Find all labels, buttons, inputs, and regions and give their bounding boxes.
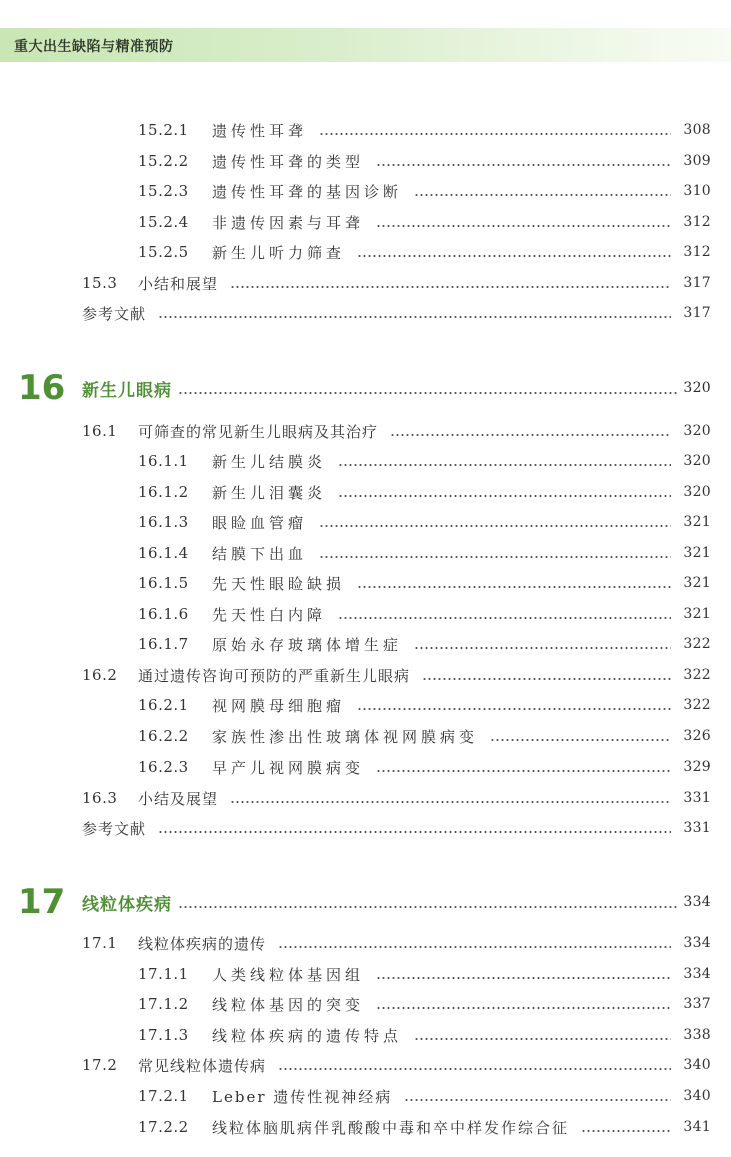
entry-number: 16.1.6 [138,605,189,623]
entry-title: 原始永存玻璃体增生症 [212,635,403,654]
leader-dots [158,316,671,318]
entry-title: 结膜下出血 [212,544,308,563]
entry-title: 遗传性耳聋的基因诊断 [212,182,403,201]
leader-dots [581,1130,671,1132]
toc-entry [82,419,711,443]
entry-title: 可筛查的常见新生儿眼病及其治疗 [138,422,379,441]
leader-dots [319,525,671,527]
entry-number: 16.2.2 [138,727,189,745]
book-title: 重大出生缺陷与精准预防 [14,39,174,55]
leader-dots [404,1099,671,1101]
entry-title: 线粒体疾病的遗传特点 [212,1026,403,1045]
leader-dots [178,906,677,908]
entry-title: 人类线粒体基因组 [212,965,365,984]
entry-title: Leber 遗传性视神经病 [212,1087,393,1106]
page-number: 340 [683,1088,711,1104]
chapter-number: 17 [18,882,66,922]
toc-entry [138,602,711,626]
leader-dots [390,434,671,436]
page-number: 334 [683,966,711,982]
toc-entry [82,271,711,295]
page-number: 322 [683,697,711,713]
entry-title: 新生儿泪囊炎 [212,483,327,502]
page-number: 321 [683,575,711,591]
entry-title: 线粒体脑肌病伴乳酸酸中毒和卒中样发作综合征 [212,1118,570,1137]
toc-entry [138,1084,711,1108]
leader-dots [230,286,671,288]
leader-dots [376,977,671,979]
leader-dots [376,1007,671,1009]
entry-number: 17.1.1 [138,965,189,983]
page-number: 331 [683,790,711,806]
entry-number: 17.1.2 [138,995,189,1013]
toc-entry [138,724,711,748]
entry-number: 16.1.4 [138,544,189,562]
toc-entry [138,179,711,203]
leader-dots [414,647,671,649]
toc-entry [138,632,711,656]
leader-dots [319,556,671,558]
entry-title: 先天性眼睑缺损 [212,574,346,593]
leader-dots [357,708,671,710]
toc-entry [138,992,711,1016]
entry-number: 16.1.5 [138,574,189,592]
page-number: 322 [683,667,711,683]
toc-entry [138,118,711,142]
entry-number: 15.2.4 [138,213,189,231]
page-number: 321 [683,514,711,530]
entry-number: 15.2.1 [138,121,189,139]
entry-number: 15.2.5 [138,243,189,261]
entry-number: 17.2 [82,1056,118,1074]
page-number: 317 [683,275,711,291]
toc-entry-references [82,816,711,840]
entry-title: 参考文献 [82,819,147,838]
leader-dots [414,1038,671,1040]
page-number: 331 [683,820,711,836]
leader-dots [338,464,671,466]
toc-entry [138,1115,711,1139]
entry-title: 眼睑血管瘤 [212,513,308,532]
page-number: 309 [683,153,711,169]
page-number: 308 [683,122,711,138]
chapter-number: 16 [18,368,66,408]
toc-entry [82,663,711,687]
entry-number: 17.2.2 [138,1118,189,1136]
toc-entry [82,931,711,955]
leader-dots [376,164,671,166]
entry-number: 17.1 [82,934,118,952]
chapter-title: 新生儿眼病 [82,380,172,401]
entry-title: 视网膜母细胞瘤 [212,696,346,715]
entry-number: 16.1.2 [138,483,189,501]
page-number: 334 [683,935,711,951]
entry-title: 早产儿视网膜病变 [212,758,365,777]
entry-title: 新生儿听力筛查 [212,243,346,262]
entry-number: 15.3 [82,274,118,292]
entry-number: 17.1.3 [138,1026,189,1044]
entry-title: 家族性渗出性玻璃体视网膜病变 [212,727,479,746]
leader-dots [376,770,671,772]
entry-title: 遗传性耳聋的类型 [212,152,365,171]
entry-title: 常见线粒体遗传病 [138,1056,267,1075]
leader-dots [490,739,671,741]
toc-entry [138,510,711,534]
toc-entry [138,449,711,473]
toc-entry [138,240,711,264]
page-number: 326 [683,728,711,744]
entry-number: 16.3 [82,789,118,807]
leader-dots [158,831,671,833]
toc-entry-references [82,301,711,325]
chapter-heading [18,368,711,408]
page-number: 320 [683,453,711,469]
toc-entry [138,693,711,717]
page-number: 338 [683,1027,711,1043]
entry-number: 15.2.3 [138,182,189,200]
leader-dots [278,946,671,948]
entry-number: 16.1.1 [138,452,189,470]
toc-entry [138,962,711,986]
entry-number: 17.2.1 [138,1087,189,1105]
toc-entry [138,149,711,173]
toc-entry [138,210,711,234]
entry-number: 15.2.2 [138,152,189,170]
page-number: 312 [683,244,711,260]
entry-title: 线粒体疾病的遗传 [138,934,267,953]
leader-dots [414,194,671,196]
toc-entry [82,1053,711,1077]
entry-number: 16.1.7 [138,635,189,653]
page-number: 310 [683,183,711,199]
toc-entry [138,571,711,595]
page-number: 312 [683,214,711,230]
entry-title: 小结及展望 [138,789,219,808]
entry-title: 新生儿结膜炎 [212,452,327,471]
page-number: 322 [683,636,711,652]
toc-entry [138,541,711,565]
page-number: 320 [683,380,711,396]
entry-title: 线粒体基因的突变 [212,995,365,1014]
leader-dots [338,617,671,619]
entry-title: 参考文献 [82,304,147,323]
leader-dots [338,495,671,497]
toc-entry [138,480,711,504]
leader-dots [319,133,671,135]
entry-title: 通过遗传咨询可预防的严重新生儿眼病 [138,666,411,685]
toc-entry [82,786,711,810]
chapter-title: 线粒体疾病 [82,894,172,915]
toc-entry [138,755,711,779]
page-number: 334 [683,894,711,910]
page-number: 321 [683,606,711,622]
entry-title: 先天性白内障 [212,605,327,624]
leader-dots [230,801,671,803]
leader-dots [422,678,671,680]
leader-dots [178,392,677,394]
leader-dots [357,255,671,257]
running-header [0,28,731,62]
toc-entry [138,1023,711,1047]
entry-number: 16.1 [82,422,118,440]
entry-number: 16.2 [82,666,118,684]
leader-dots [357,586,671,588]
page-number: 321 [683,545,711,561]
entry-title: 小结和展望 [138,274,219,293]
page-number: 320 [683,423,711,439]
page-number: 329 [683,759,711,775]
page-number: 320 [683,484,711,500]
entry-number: 16.1.3 [138,513,189,531]
entry-title: 非遗传因素与耳聋 [212,213,365,232]
chapter-heading [18,882,711,922]
leader-dots [278,1068,671,1070]
leader-dots [376,225,671,227]
entry-number: 16.2.3 [138,758,189,776]
page-number: 341 [683,1119,711,1135]
page-number: 337 [683,996,711,1012]
entry-number: 16.2.1 [138,696,189,714]
page-number: 340 [683,1057,711,1073]
entry-title: 遗传性耳聋 [212,121,308,140]
page-number: 317 [683,305,711,321]
